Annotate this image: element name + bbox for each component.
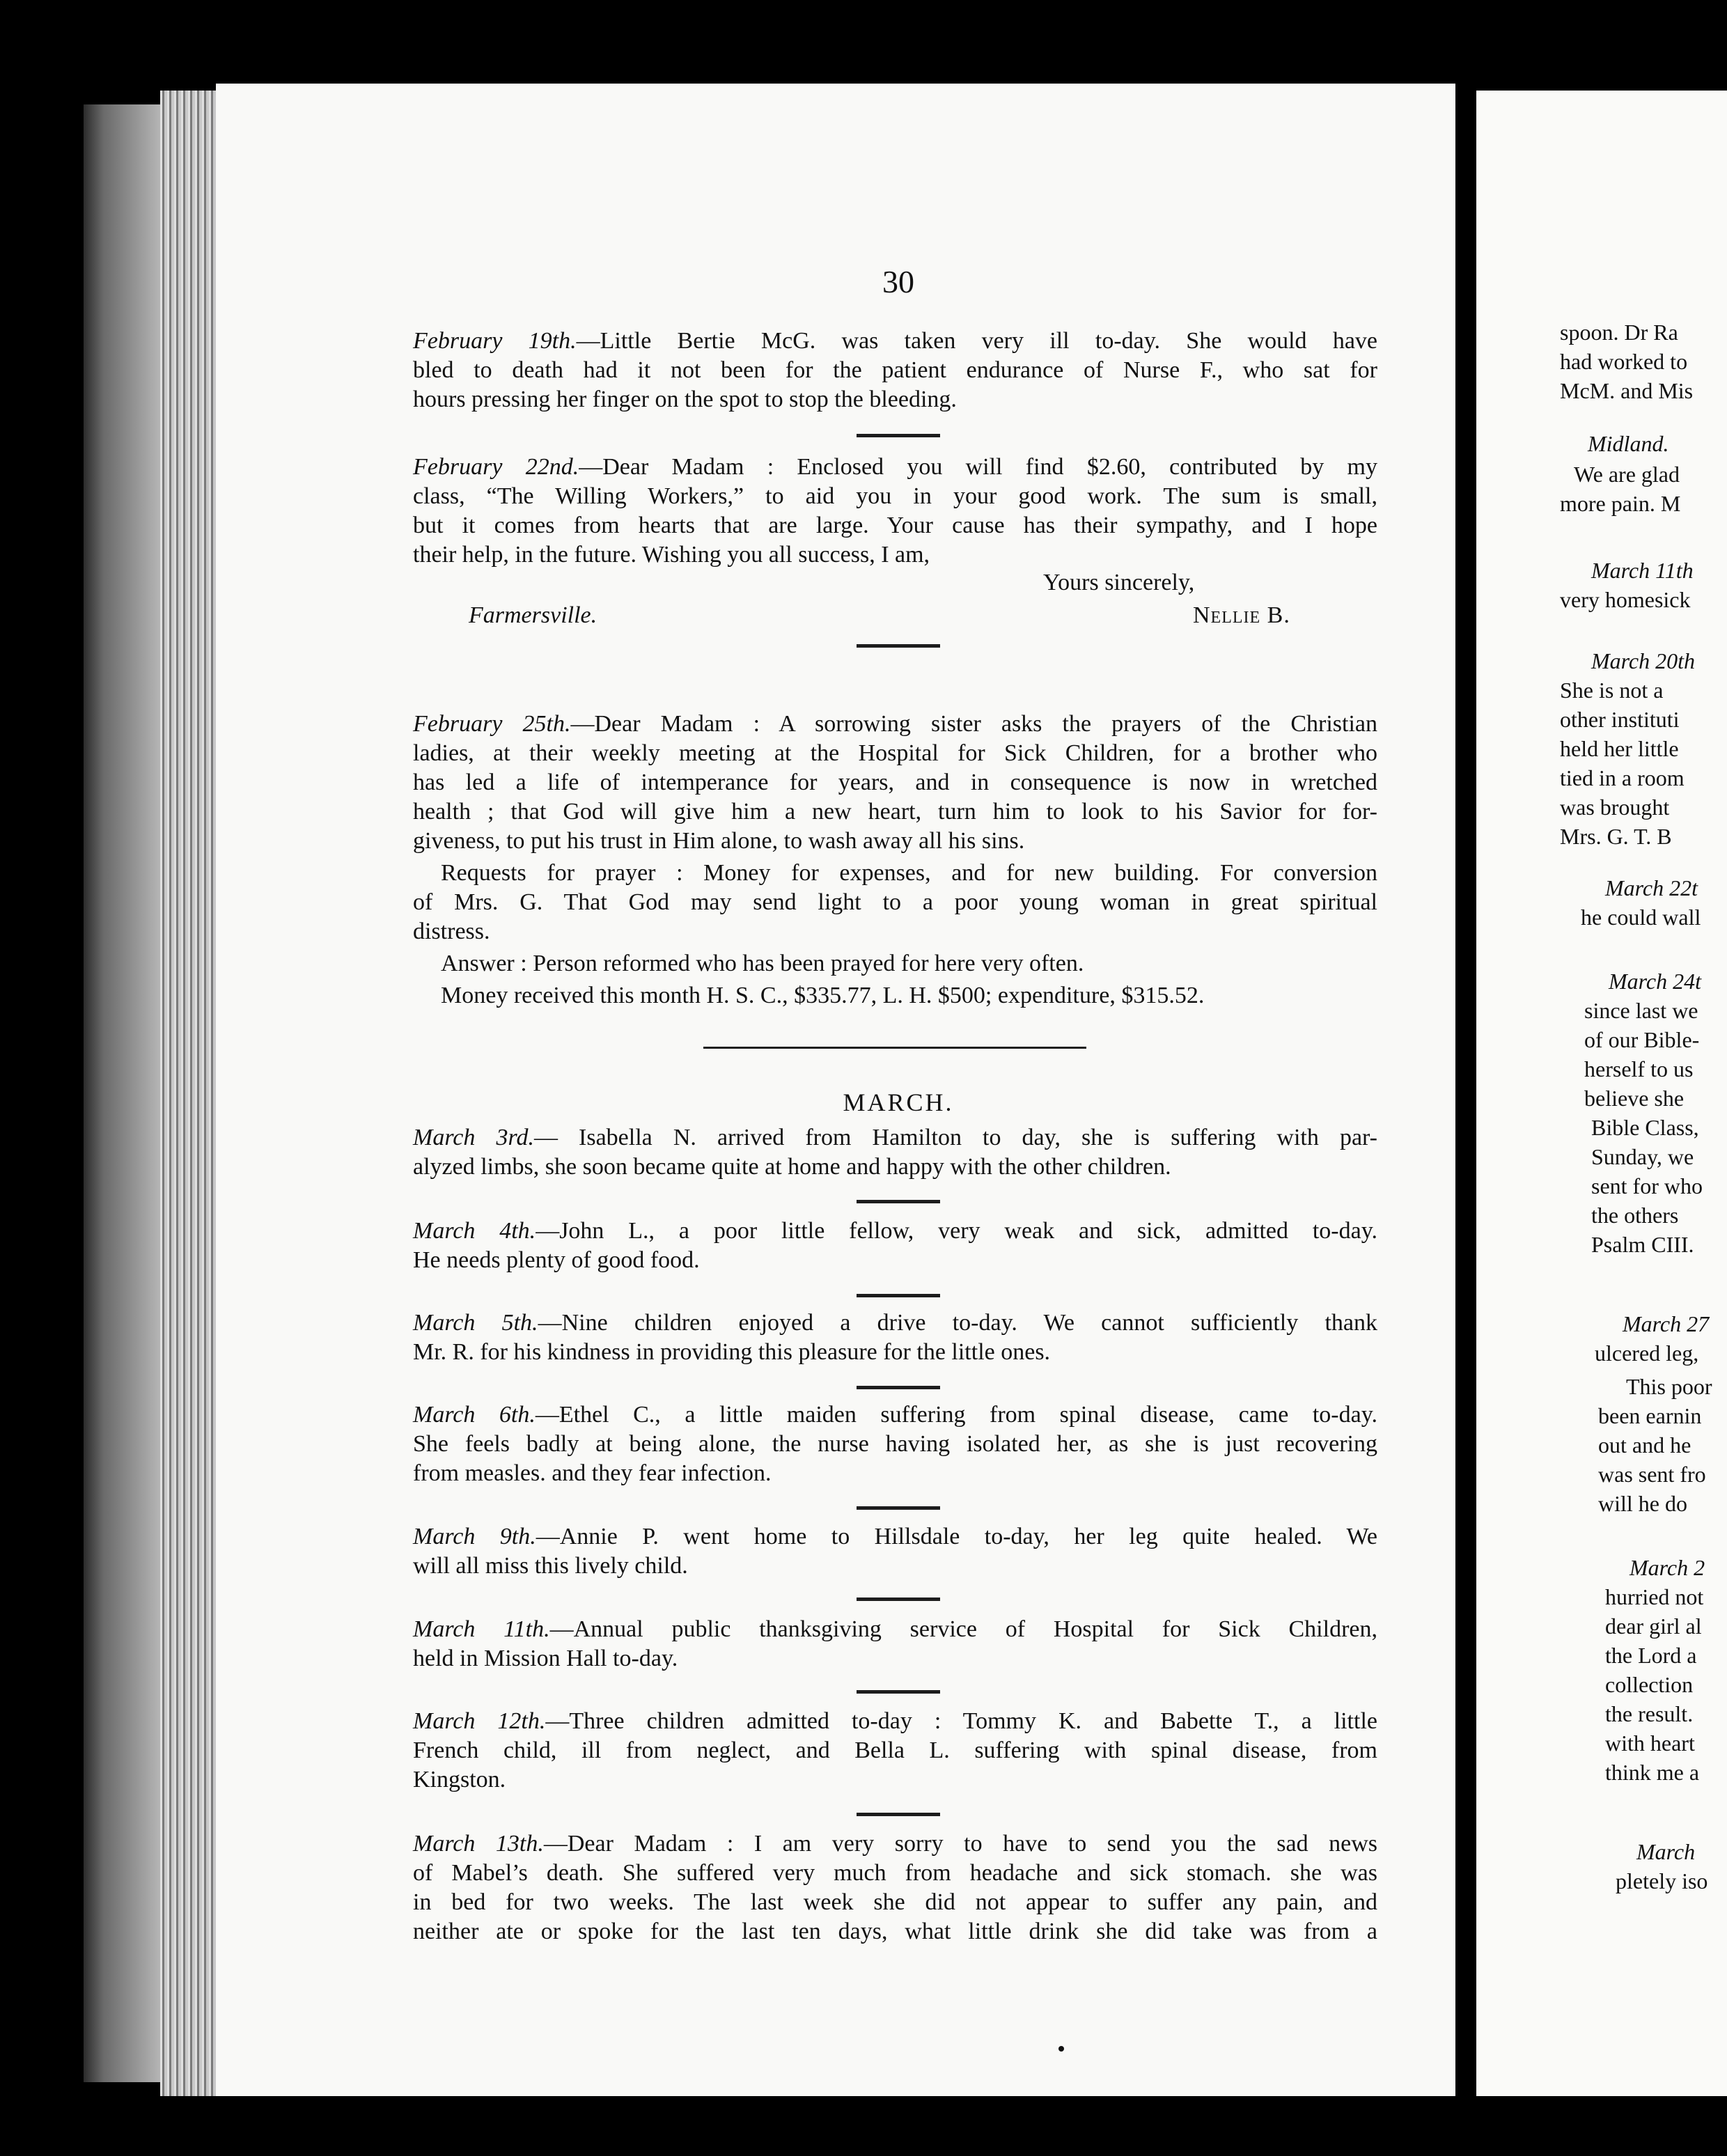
entry-date: March 12th. xyxy=(413,1708,546,1734)
entry-line: Mr. R. for his kindness in providing this pleasure for the little ones. xyxy=(413,1339,1051,1365)
facing-line: held her little xyxy=(1560,736,1679,761)
facing-line: March xyxy=(1636,1839,1696,1864)
entry-line: giveness, to put his trust in Him alone, to wash away all his sins. xyxy=(413,828,1025,854)
entry-line: in bed for two weeks. The last week she did not appear to suffer any pain, and xyxy=(413,1889,1377,1915)
facing-line: more pain. M xyxy=(1560,491,1681,516)
facing-line: he could wall xyxy=(1581,905,1701,930)
separator xyxy=(857,1506,940,1510)
facing-line: We are glad xyxy=(1574,462,1680,487)
facing-line: dear girl al xyxy=(1605,1614,1702,1639)
entry-line: will all miss this lively child. xyxy=(413,1553,688,1579)
section-heading: MARCH. xyxy=(843,1088,954,1116)
entry-line: ladies, at their weekly meeting at the Hospital for Sick Children, for a brother who xyxy=(413,740,1377,766)
facing-line: Bible Class, xyxy=(1591,1115,1699,1140)
money-summary: Money received this month H. S. C., $335.77, L. H. $500; expenditure, $315.52. xyxy=(441,983,1205,1008)
facing-line: March 2 xyxy=(1630,1555,1705,1580)
facing-line: out and he xyxy=(1598,1432,1691,1458)
separator xyxy=(857,1813,940,1816)
entry-line: of Mabel’s death. She suffered very much from headache and sick stomach. she was xyxy=(413,1860,1377,1886)
facing-line: Mrs. G. T. B xyxy=(1560,824,1672,849)
prayer-requests-line: distress. xyxy=(413,919,490,944)
letter-place: Farmersville. xyxy=(469,602,597,628)
separator xyxy=(857,1598,940,1601)
page-mark xyxy=(1058,2046,1064,2052)
entry-line: March 3rd.— Isabella N. arrived from Hamilton to day, she is suffering with par- xyxy=(413,1125,1377,1150)
entry-line: March 6th.—Ethel C., a little maiden suffering from spinal disease, came to-day. xyxy=(413,1402,1377,1428)
entry-line: March 4th.—John L., a poor little fellow, very weak and sick, admitted to-day. xyxy=(413,1218,1377,1244)
facing-line: Psalm CIII. xyxy=(1591,1232,1694,1257)
page-edges xyxy=(160,91,216,2096)
entry-date: March 3rd. xyxy=(413,1125,534,1150)
entry-date: March 11th. xyxy=(413,1616,550,1642)
facing-line: since last we xyxy=(1584,998,1698,1023)
entry-line: health ; that God will give him a new heart, turn him to look to his Savior for for- xyxy=(413,799,1377,825)
letter-signature: Nellie B. xyxy=(1193,602,1290,628)
prayer-answer: Answer : Person reformed who has been prayed for here very often. xyxy=(441,951,1084,976)
facing-line: March 20th xyxy=(1591,648,1696,673)
facing-line: ulcered leg, xyxy=(1595,1341,1699,1366)
facing-line: This poor xyxy=(1626,1374,1712,1399)
entry-line: March 5th.—Nine children enjoyed a drive to-day. We cannot sufficiently thank xyxy=(413,1310,1377,1336)
facing-line: the result. xyxy=(1605,1701,1694,1726)
entry-date: February 19th. xyxy=(413,328,577,354)
facing-line: will he do xyxy=(1598,1491,1687,1516)
entry-line: Kingston. xyxy=(413,1767,506,1792)
facing-line: had worked to xyxy=(1560,349,1688,374)
facing-line: She is not a xyxy=(1560,678,1664,703)
facing-line: think me a xyxy=(1605,1760,1700,1785)
entry-line: French child, ill from neglect, and Bella L. suffering with spinal disease, from xyxy=(413,1737,1377,1763)
facing-line: hurried not xyxy=(1605,1584,1704,1609)
facing-line: other instituti xyxy=(1560,707,1680,732)
entry-line: He needs plenty of good food. xyxy=(413,1247,700,1273)
entry-line: She feels badly at being alone, the nurse having isolated her, as she is just recovering xyxy=(413,1431,1377,1457)
facing-line: tied in a room xyxy=(1560,765,1685,790)
facing-line: Midland. xyxy=(1588,431,1669,456)
facing-line: March 24t xyxy=(1609,969,1702,994)
entry-date: March 6th. xyxy=(413,1402,536,1428)
entry-line: February 22nd.—Dear Madam : Enclosed you will find $2.60, contributed by my xyxy=(413,454,1377,480)
entry-date: March 13th. xyxy=(413,1831,544,1857)
facing-line: Sunday, we xyxy=(1591,1144,1694,1169)
entry-line: their help, in the future. Wishing you all success, I am, xyxy=(413,542,930,568)
facing-line: the others xyxy=(1591,1203,1679,1228)
entry-line: class, “The Willing Workers,” to aid you in your good work. The sum is small, xyxy=(413,483,1377,509)
entry-line: bled to death had it not been for the patient endurance of Nurse F., who sat for xyxy=(413,357,1377,383)
facing-line: believe she xyxy=(1584,1086,1685,1111)
prayer-requests-line: Requests for prayer : Money for expenses, and for new building. For conversion xyxy=(441,860,1377,886)
separator xyxy=(857,644,940,648)
entry-line: has led a life of intemperance for years, and in consequence is now in wretched xyxy=(413,770,1377,795)
facing-line: March 11th xyxy=(1591,558,1694,583)
entry-date: February 25th. xyxy=(413,711,571,737)
entry-line: February 25th.—Dear Madam : A sorrowing sister asks the prayers of the Christian xyxy=(413,711,1378,737)
entry-line: neither ate or spoke for the last ten days, what little drink she did take was from a xyxy=(413,1919,1377,1944)
facing-line: collection xyxy=(1605,1672,1694,1697)
facing-line: spoon. Dr Ra xyxy=(1560,320,1678,345)
entry-line: from measles. and they fear infection. xyxy=(413,1460,772,1486)
prayer-requests-line: of Mrs. G. That God may send light to a poor young woman in great spiritual xyxy=(413,889,1377,915)
separator xyxy=(857,434,940,437)
entry-line: held in Mission Hall to-day. xyxy=(413,1646,678,1671)
facing-line: was brought xyxy=(1560,795,1670,820)
entry-date: March 4th. xyxy=(413,1218,536,1244)
facing-line: March 22t xyxy=(1605,875,1698,900)
separator xyxy=(857,1294,940,1297)
facing-line: with heart xyxy=(1605,1731,1695,1756)
facing-line: pletely iso xyxy=(1616,1868,1708,1893)
facing-line: of our Bible- xyxy=(1584,1027,1700,1052)
entry-line: hours pressing her finger on the spot to stop the bleeding. xyxy=(413,386,957,412)
separator xyxy=(857,1386,940,1389)
entry-line: but it comes from hearts that are large. Your cause has their sympathy, and I hope xyxy=(413,513,1377,538)
section-rule xyxy=(703,1047,1086,1049)
entry-date: February 22nd. xyxy=(413,454,579,480)
entry-line: March 12th.—Three children admitted to-day : Tommy K. and Babette T., a little xyxy=(413,1708,1377,1734)
separator xyxy=(857,1690,940,1694)
facing-line: was sent fro xyxy=(1598,1462,1706,1487)
letter-closing: Yours sincerely, xyxy=(1043,570,1195,595)
entry-line: March 9th.—Annie P. went home to Hillsdale to-day, her leg quite healed. We xyxy=(413,1524,1377,1549)
page-number: 30 xyxy=(882,264,914,299)
entry-line: February 19th.—Little Bertie McG. was taken very ill to-day. She would have xyxy=(413,328,1378,354)
facing-line: the Lord a xyxy=(1605,1643,1697,1668)
separator xyxy=(857,1200,940,1203)
facing-line: herself to us xyxy=(1584,1056,1694,1081)
entry-date: March 9th. xyxy=(413,1524,536,1549)
entry-date: March 5th. xyxy=(413,1310,538,1336)
facing-line: March 27 xyxy=(1623,1311,1710,1336)
facing-line: sent for who xyxy=(1591,1173,1703,1198)
facing-line: very homesick xyxy=(1560,587,1691,612)
entry-line: March 11th.—Annual public thanksgiving service of Hospital for Sick Children, xyxy=(413,1616,1377,1642)
facing-line: been earnin xyxy=(1598,1403,1702,1428)
facing-line: McM. and Mis xyxy=(1560,378,1694,403)
entry-line: alyzed limbs, she soon became quite at home and happy with the other children. xyxy=(413,1154,1171,1180)
entry-line: March 13th.—Dear Madam : I am very sorry to have to send you the sad news xyxy=(413,1831,1377,1857)
